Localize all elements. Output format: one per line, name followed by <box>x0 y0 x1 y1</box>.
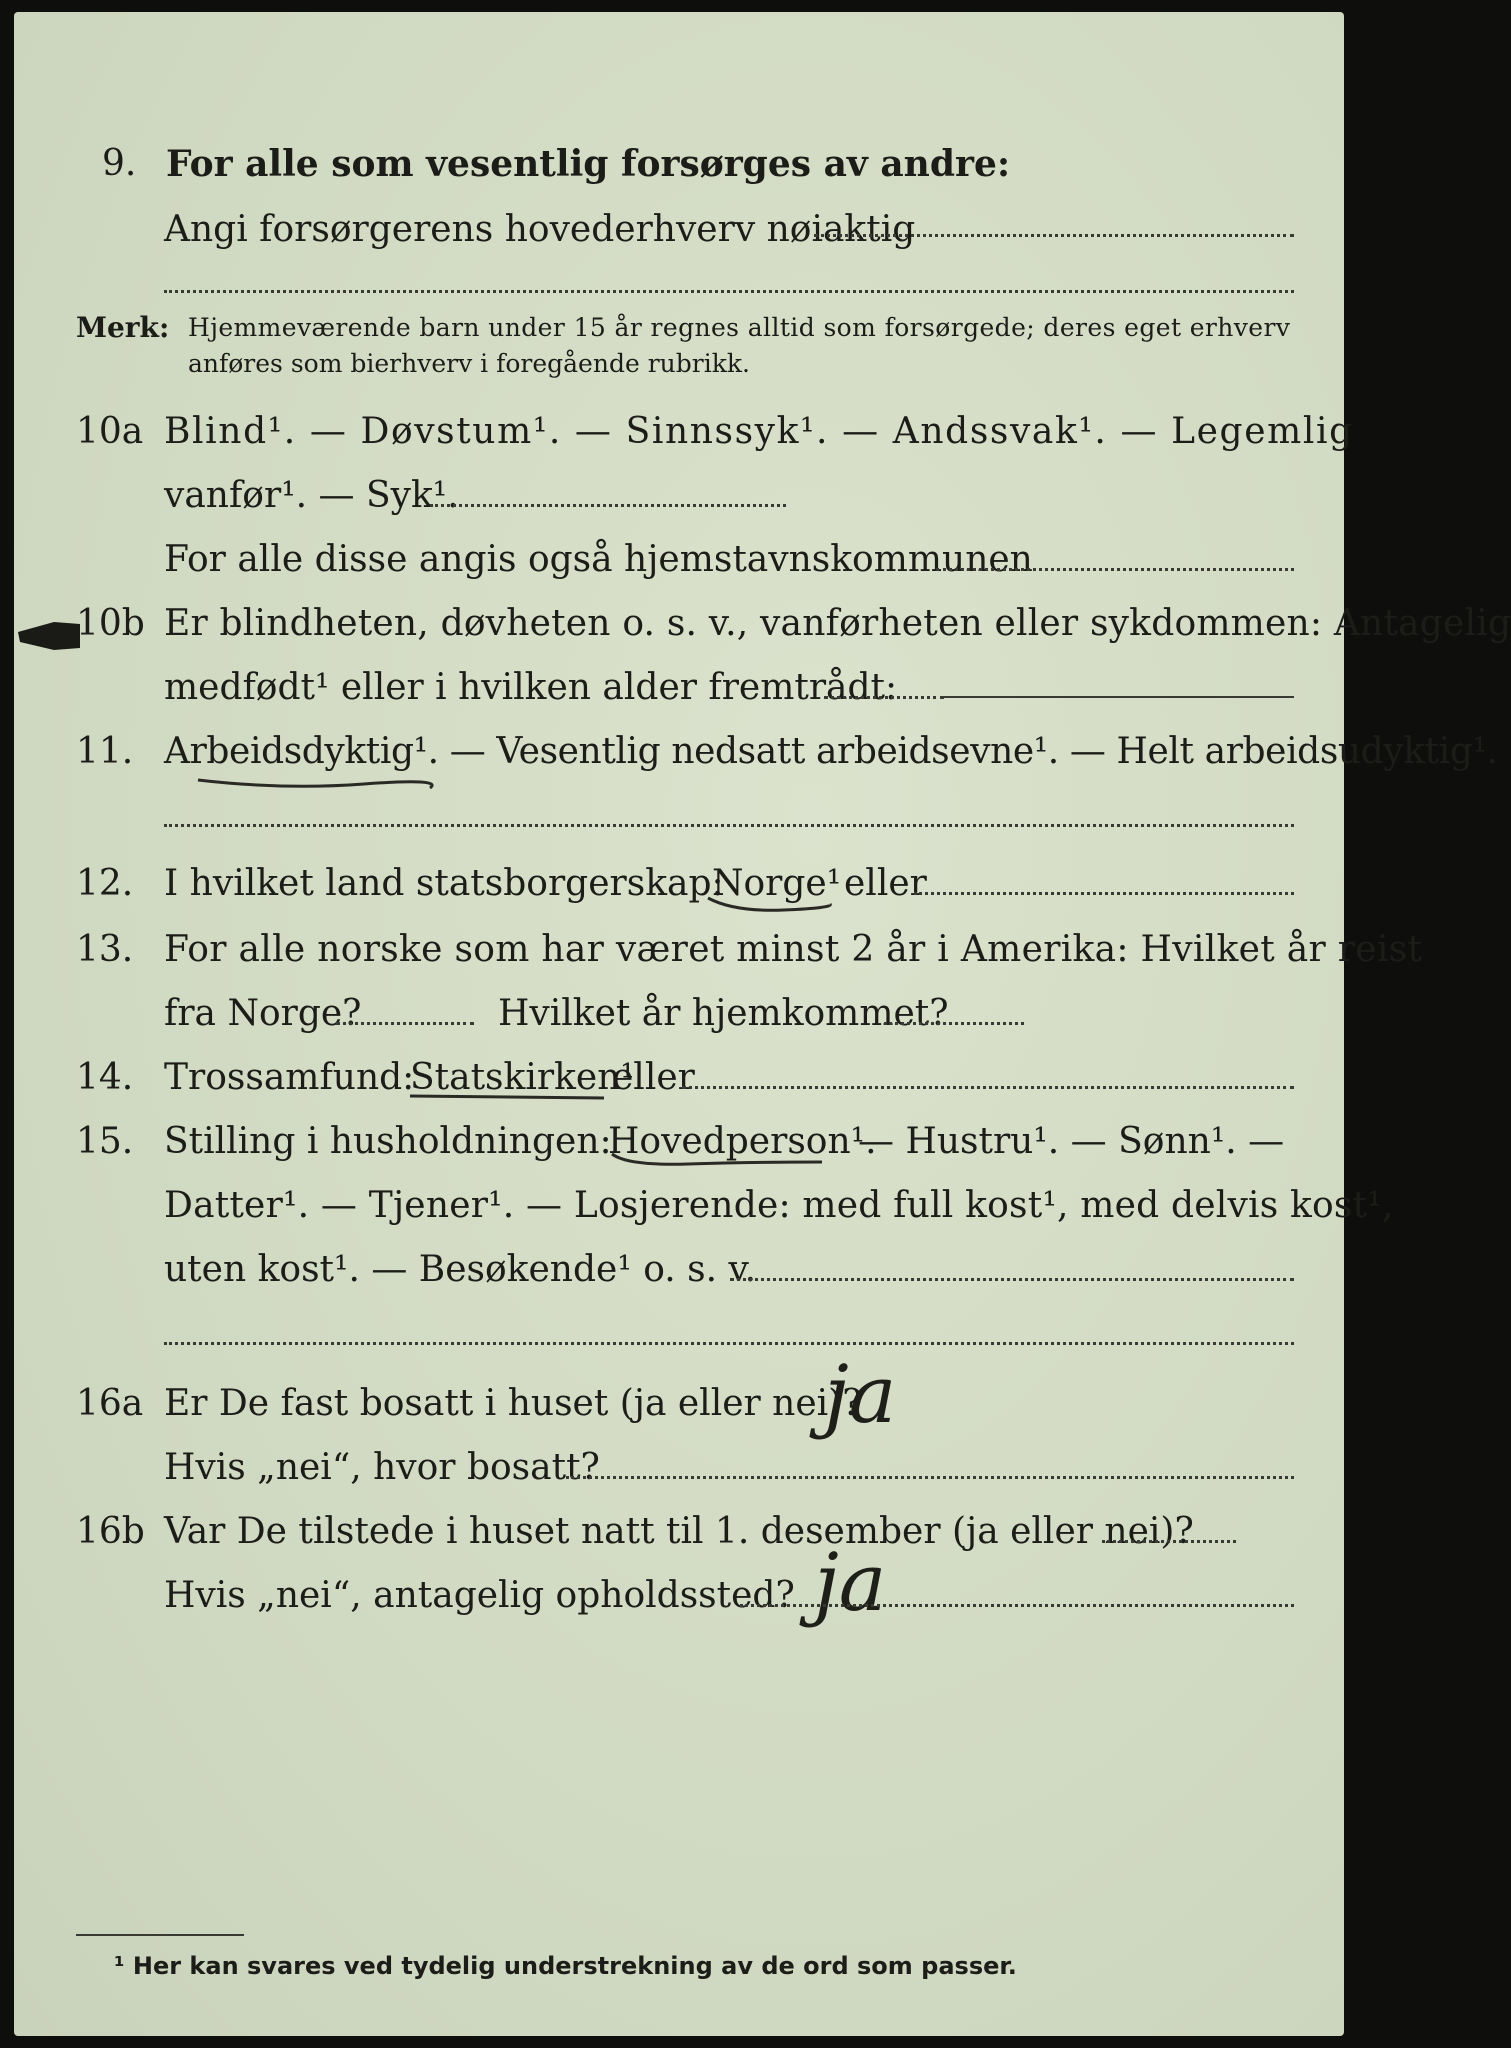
q12-answer-line <box>914 892 1294 895</box>
q16b-answer-line-1 <box>1102 1540 1236 1543</box>
q16a-text-1: Er De fast bosatt i huset (ja eller nei)? <box>164 1383 862 1424</box>
q11-answer-line <box>164 824 1294 827</box>
q10b-text-1: Er blindheten, døvheten o. s. v., vanførheten eller sykdommen: Antagelig <box>164 603 1511 644</box>
q10b-number: 10b <box>76 603 145 644</box>
q10a-answer-line-2 <box>936 568 1294 571</box>
census-form-page <box>14 12 1511 2036</box>
norge-underline <box>704 892 834 918</box>
q9-number: 9. <box>102 143 137 184</box>
q10b-row-2 <box>14 666 1344 710</box>
q14-text-b: Statskirken¹ <box>410 1057 635 1098</box>
arbeidsdyktig-underline <box>194 766 434 796</box>
q14-row-1 <box>14 1056 1344 1100</box>
q10b-row-1 <box>14 602 1511 646</box>
q16a-row-1 <box>14 1382 1344 1426</box>
q15-text-a: Stilling i husholdningen: <box>164 1121 612 1162</box>
q11-text-1: Arbeidsdyktig¹. — Vesentlig nedsatt arbeidsevne¹. — Helt arbeidsudyktig¹. <box>164 731 1498 772</box>
footnote-text: ¹ Her kan svares ved tydelig understrekning av de ord som passer. <box>114 1952 1017 1980</box>
merk-text-1: Hjemmeværende barn under 15 år regnes alltid som forsørgede; deres eget erhverv <box>188 313 1291 342</box>
q9-text-2: Angi forsørgerens hovederhverv nøiaktig <box>164 209 916 250</box>
q9-answer-line <box>814 234 1294 237</box>
q10a-row-3 <box>14 538 1344 582</box>
merk-text-2: anføres som bierhverv i foregående rubrikk. <box>188 349 750 378</box>
q13-row-2 <box>14 992 1344 1036</box>
q15-text-2: Datter¹. — Tjener¹. — Losjerende: med full kost¹, med delvis kost¹, <box>164 1185 1394 1226</box>
q12-number: 12. <box>76 863 134 904</box>
q15-answer-line-2 <box>164 1342 1294 1345</box>
q12-text-b: Norge¹ <box>712 863 842 904</box>
q14-text-c: eller <box>612 1057 695 1098</box>
merk-label: Merk: <box>76 311 170 344</box>
q10b-answer-line-dotted <box>824 696 944 699</box>
q10a-answer-line <box>430 504 786 507</box>
q9-row-2 <box>14 208 1344 252</box>
q10a-number: 10a <box>76 411 144 452</box>
q16b-number: 16b <box>76 1511 145 1552</box>
q10a-row-2 <box>14 474 1344 518</box>
q13-row-1 <box>14 928 1423 972</box>
q10a-row-1 <box>14 410 1354 454</box>
q15-row-2 <box>14 1184 1394 1228</box>
q9-text-1: For alle som vesentlig forsørges av andre: <box>166 143 1011 185</box>
q9-answer-line-2 <box>164 290 1294 293</box>
q13-answer-line-2 <box>884 1022 1024 1025</box>
footnote-rule <box>76 1934 244 1936</box>
q16a-text-2: Hvis „nei“, hvor bosatt? <box>164 1447 600 1488</box>
q9-row-1 <box>14 142 1344 186</box>
q13-text-2b: Hvilket år hjemkommet? <box>498 993 949 1034</box>
q16a-answer-line <box>566 1476 1294 1479</box>
q13-text-1: For alle norske som har været minst 2 år i Amerika: Hvilket år reist <box>164 929 1423 970</box>
q10a-text-2: vanfør¹. — Syk¹. <box>164 475 459 516</box>
q15-text-b: Hovedperson¹. <box>608 1121 877 1162</box>
q16b-text-1: Var De tilstede i huset natt til 1. desember (ja eller nei)? <box>164 1511 1194 1552</box>
q16b-text-2: Hvis „nei“, antagelig opholdssted? <box>164 1575 795 1616</box>
q10a-text-1: Blind¹. — Døvstum¹. — Sinnssyk¹. — Andssvak¹. — Legemlig <box>164 411 1354 452</box>
hovedperson-underline <box>608 1150 828 1172</box>
q16a-number: 16a <box>76 1383 144 1424</box>
q10a-text-3: For alle disse angis også hjemstavnskommunen <box>164 539 1033 580</box>
q15-number: 15. <box>76 1121 134 1162</box>
q11-number: 11. <box>76 731 134 772</box>
q12-text-c: eller <box>844 863 927 904</box>
q15-text-3: uten kost¹. — Besøkende¹ o. s. v. <box>164 1249 757 1290</box>
q13-answer-line-1 <box>336 1022 474 1025</box>
q16b-row-2 <box>14 1574 1344 1618</box>
q14-answer-line <box>682 1086 1294 1089</box>
q15-text-c: — Hustru¹. — Sønn¹. — <box>858 1121 1285 1162</box>
q12-text-a: I hvilket land statsborgerskap: <box>164 863 724 904</box>
q15-answer-line <box>730 1278 1294 1281</box>
q14-text-a: Trossamfund: <box>164 1057 415 1098</box>
q10b-answer-line-solid <box>944 696 1294 698</box>
q13-text-2a: fra Norge? <box>164 993 362 1034</box>
q12-row-1 <box>14 862 1344 906</box>
q16b-handwritten-answer: ja <box>814 1536 887 1629</box>
q15-row-3 <box>14 1248 1344 1292</box>
statskirken-underline <box>408 1088 608 1106</box>
q16b-row-1 <box>14 1510 1344 1554</box>
q13-number: 13. <box>76 929 134 970</box>
q16a-row-2 <box>14 1446 1344 1490</box>
q16b-answer-line-2 <box>740 1604 1294 1607</box>
q10b-text-2: medfødt¹ eller i hvilken alder fremtrådt: <box>164 667 898 708</box>
q14-number: 14. <box>76 1057 134 1098</box>
q16a-handwritten-answer: ja <box>824 1348 897 1441</box>
